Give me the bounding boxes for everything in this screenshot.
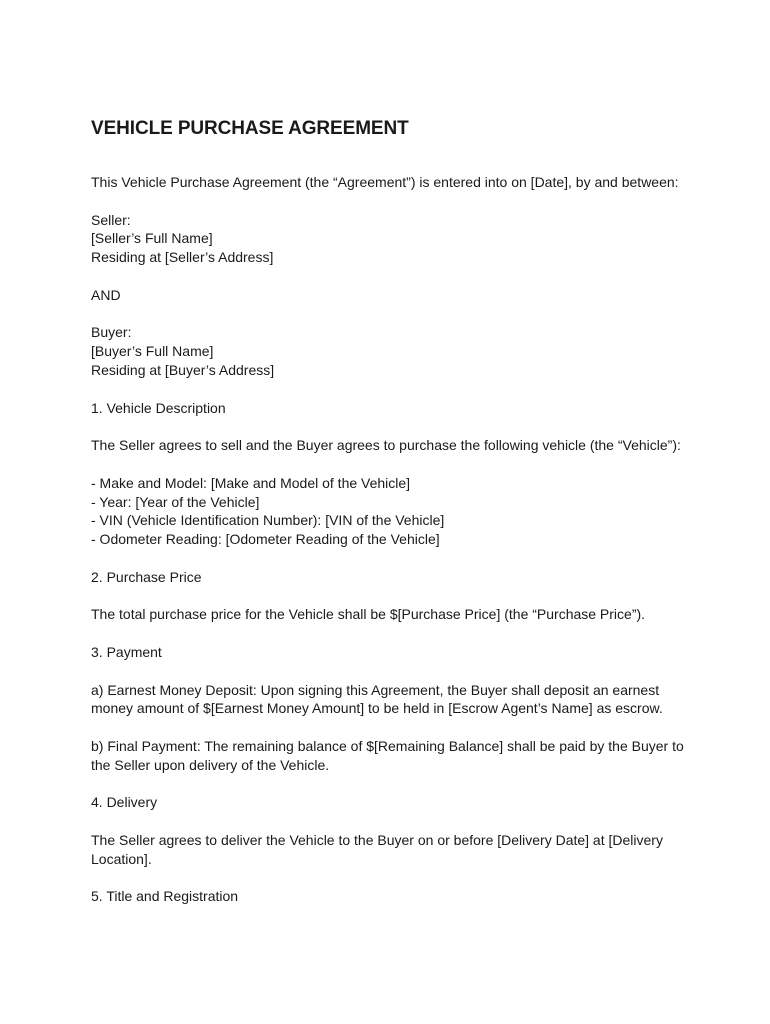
and-text: AND xyxy=(91,286,121,303)
seller-name: [Seller’s Full Name] xyxy=(91,230,213,247)
paragraph-line: the Seller upon delivery of the Vehicle. xyxy=(91,756,330,773)
paragraph-line: b) Final Payment: The remaining balance of $[Remaining Balance] shall be paid by the Buyer to xyxy=(91,737,684,754)
seller-block xyxy=(91,211,691,267)
paragraph-line: money amount of $[Earnest Money Amount] to be held in [Escrow Agent’s Name] as escrow. xyxy=(91,700,663,717)
list-item: - VIN (Vehicle Identification Number): [VIN of the Vehicle] xyxy=(91,512,445,529)
section-2-paragraph xyxy=(91,605,691,624)
paragraph-line: a) Earnest Money Deposit: Upon signing this Agreement, the Buyer shall deposit an earnest xyxy=(91,681,660,698)
seller-heading: Seller: xyxy=(91,211,131,228)
section-text: The Seller agrees to sell and the Buyer agrees to purchase the following vehicle (the “Vehicle”): xyxy=(91,437,681,454)
and-separator xyxy=(91,286,691,305)
paragraph-line: The Seller agrees to deliver the Vehicle to the Buyer on or before [Delivery Date] at [Delivery xyxy=(91,831,663,848)
list-item: - Odometer Reading: [Odometer Reading of the Vehicle] xyxy=(91,531,440,548)
section-1-heading-block xyxy=(91,399,691,418)
section-3-paragraph-a xyxy=(91,681,691,719)
list-item: - Make and Model: [Make and Model of the Vehicle] xyxy=(91,474,411,491)
list-item: - Year: [Year of the Vehicle] xyxy=(91,493,260,510)
section-3-paragraph-b xyxy=(91,737,691,775)
buyer-block xyxy=(91,323,691,379)
section-heading: 5. Title and Registration xyxy=(91,888,239,905)
section-4-paragraph xyxy=(91,831,691,869)
intro-text: This Vehicle Purchase Agreement (the “Agreement”) is entered into on [Date], by and between: xyxy=(91,174,679,190)
paragraph-line: Location]. xyxy=(91,850,152,867)
document-page xyxy=(91,117,691,925)
section-heading: 4. Delivery xyxy=(91,794,158,811)
section-heading: 2. Purchase Price xyxy=(91,568,202,585)
buyer-heading: Buyer: xyxy=(91,324,132,341)
buyer-name: [Buyer’s Full Name] xyxy=(91,343,214,360)
section-3-heading-block xyxy=(91,643,691,662)
buyer-address: Residing at [Buyer’s Address] xyxy=(91,361,275,378)
document-title: VEHICLE PURCHASE AGREEMENT xyxy=(91,118,409,139)
section-1-paragraph xyxy=(91,436,691,455)
seller-address: Residing at [Seller’s Address] xyxy=(91,249,274,266)
section-heading: 3. Payment xyxy=(91,643,162,660)
section-5-heading-block xyxy=(91,887,691,906)
section-heading: 1. Vehicle Description xyxy=(91,399,226,416)
section-4-heading-block xyxy=(91,793,691,812)
section-2-heading-block xyxy=(91,568,691,587)
section-text: The total purchase price for the Vehicle shall be $[Purchase Price] (the “Purchase Price”). xyxy=(91,606,646,623)
vehicle-details-list xyxy=(91,474,691,549)
intro-paragraph xyxy=(91,173,691,192)
